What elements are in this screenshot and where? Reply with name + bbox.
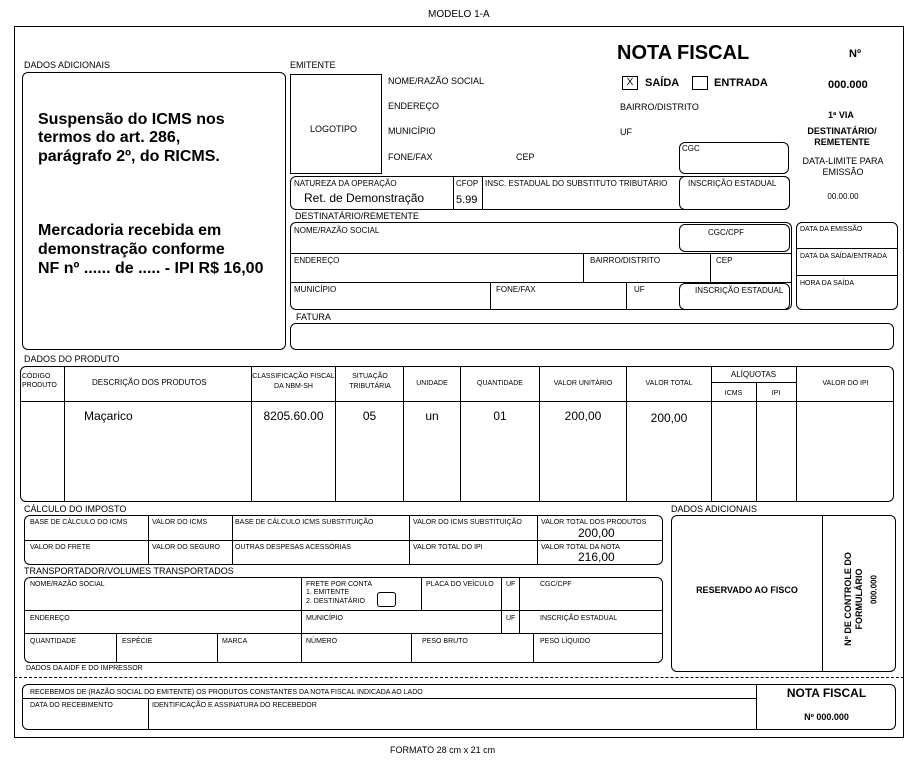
data-limite-label: DATA-LIMITE PARA EMISSÃO <box>802 156 884 177</box>
additional-line-4: Mercadoria recebida em <box>38 222 222 239</box>
additional-line-2: termos do art. 286, <box>38 129 181 146</box>
valor-icms-label: VALOR DO ICMS <box>152 519 208 526</box>
dest-cgc-label: CGC/CPF <box>708 228 744 237</box>
cgc-label: CGC <box>682 144 700 153</box>
col-unidade: UNIDADE <box>416 380 448 387</box>
numero-label: Nº <box>849 48 861 60</box>
row-situacao: 05 <box>362 409 377 423</box>
entrada-checkbox[interactable] <box>692 76 708 90</box>
total-nota-value: 216,00 <box>578 550 615 564</box>
col-ipi: IPI <box>771 390 781 397</box>
insc-subst-label: INSC. ESTADUAL DO SUBSTITUTO TRIBUTÁRIO <box>485 179 668 188</box>
natureza-label: NATUREZA DA OPERAÇÃO <box>294 179 397 188</box>
saida-checkbox[interactable]: X <box>622 76 638 90</box>
canhoto-numero: Nº 000.000 <box>804 712 849 722</box>
emit-endereco-label: ENDEREÇO <box>388 101 440 111</box>
dest-bairro-label: BAIRRO/DISTRITO <box>590 256 661 265</box>
insc-estadual-label: INSCRIÇÃO ESTADUAL <box>688 179 777 188</box>
row-valor-unitario: 200,00 <box>564 409 602 423</box>
frete-checkbox[interactable] <box>377 592 396 607</box>
produto-title: DADOS DO PRODUTO <box>24 354 120 364</box>
emit-municipio-label: MUNICÍPIO <box>388 126 436 136</box>
additional-line-6: NF nº ...... de ..... - IPI R$ 16,00 <box>38 260 264 277</box>
col-quantidade: QUANTIDADE <box>477 380 523 387</box>
natureza-value: Ret. de Demonstração <box>304 191 425 205</box>
logotipo-label: LOGOTIPO <box>310 124 358 134</box>
total-produtos-label: VALOR TOTAL DOS PRODUTOS <box>541 519 647 526</box>
destinatario-remetente-via: DESTINATÁRIO/ REMETENTE <box>807 126 877 147</box>
emit-bairro-label: BAIRRO/DISTRITO <box>620 102 699 112</box>
identificacao-label: IDENTIFICAÇÃO E ASSINATURA DO RECEBEDOR <box>152 702 317 709</box>
peso-bruto-label: PESO BRUTO <box>422 638 468 645</box>
recebemos-label: RECEBEMOS DE (RAZÃO SOCIAL DO EMITENTE) OS PRODUTOS CONSTANTES DA NOTA FISCAL INDICADA AO LADO <box>30 689 423 696</box>
placa-label: PLACA DO VEÍCULO <box>426 581 494 588</box>
frete-destinatario-option: 2. DESTINATÁRIO <box>306 598 365 605</box>
transp-endereco-label: ENDEREÇO <box>30 615 70 622</box>
controle-label: Nº DE CONTROLE DO FORMULÁRIO <box>843 552 864 646</box>
transp-insc-label: INSCRIÇÃO ESTADUAL <box>540 615 618 622</box>
col-aliquotas: ALÍQUOTAS <box>730 370 777 379</box>
data-emissao-label: DATA DA EMISSÃO <box>800 226 863 233</box>
transp-cgc-label: CGC/CPF <box>540 581 572 588</box>
dest-municipio-label: MUNICÍPIO <box>294 285 337 294</box>
data-recebimento-label: DATA DO RECEBIMENTO <box>30 702 113 709</box>
valor-subst-label: VALOR DO ICMS SUBSTITUIÇÃO <box>413 519 522 526</box>
row-valor-total: 200,00 <box>650 411 688 425</box>
datas-box <box>796 222 898 310</box>
row-unidade: un <box>425 409 439 423</box>
base-icms-label: BASE DE CÁLCULO DO ICMS <box>30 519 128 526</box>
primeira-via: 1ª VIA <box>828 110 854 120</box>
destinatario-title: DESTINATÁRIO/REMETENTE <box>295 211 419 221</box>
col-descricao: DESCRIÇÃO DOS PRODUTOS <box>92 378 207 387</box>
transp-nome-label: NOME/RAZÃO SOCIAL <box>30 581 105 588</box>
frete-conta-label: FRETE POR CONTA <box>306 581 372 588</box>
canhoto-nota-fiscal: NOTA FISCAL <box>786 686 867 700</box>
dados-adicionais-2-title: DADOS ADICIONAIS <box>671 504 758 514</box>
emitente-label: EMITENTE <box>290 60 336 70</box>
numero-value: 000.000 <box>828 79 868 91</box>
saida-label: SAÍDA <box>645 77 680 89</box>
dest-endereco-label: ENDEREÇO <box>294 256 340 265</box>
seguro-label: VALOR DO SEGURO <box>152 544 220 551</box>
dados-adicionais-label: DADOS ADICIONAIS <box>24 60 111 70</box>
dest-nome-label: NOME/RAZÃO SOCIAL <box>294 226 380 235</box>
col-valor-total: VALOR TOTAL <box>645 380 693 387</box>
col-icms: ICMS <box>724 390 743 397</box>
emit-cep-label: CEP <box>516 152 535 162</box>
aidf-label: DADOS DA AIDF E DO IMPRESSOR <box>26 665 143 672</box>
frete-emitente-option: 1. EMITENTE <box>306 589 350 596</box>
data-limite-value: 00.00.00 <box>827 192 859 201</box>
base-subst-label: BASE DE CÁLCULO ICMS SUBSTITUIÇÃO <box>235 519 374 526</box>
cfop-label: CFOP <box>456 179 479 188</box>
transp-municipio-label: MUNICÍPIO <box>306 615 343 622</box>
fatura-title: FATURA <box>296 312 331 322</box>
model-label: MODELO 1-A <box>428 9 490 20</box>
transp-uf2-label: UF <box>506 615 516 622</box>
fatura-box <box>290 323 894 350</box>
col-situacao: SITUAÇÃO TRIBUTÁRIA <box>349 373 391 390</box>
outras-label: OUTRAS DESPESAS ACESSÓRIAS <box>235 544 351 551</box>
additional-line-5: demonstração conforme <box>38 241 225 258</box>
emit-fone-label: FONE/FAX <box>388 152 433 162</box>
entrada-label: ENTRADA <box>714 77 768 89</box>
dest-cep-label: CEP <box>716 256 733 265</box>
hora-saida-label: HORA DA SAÍDA <box>800 280 855 287</box>
transp-uf-label: UF <box>506 581 516 588</box>
additional-line-3: parágrafo 2º, do RICMS. <box>38 148 220 165</box>
numero-label-transp: NÚMERO <box>306 638 338 645</box>
peso-liquido-label: PESO LÍQUIDO <box>540 638 591 645</box>
transportador-title: TRANSPORTADOR/VOLUMES TRANSPORTADOS <box>24 566 234 576</box>
frete-label: VALOR DO FRETE <box>30 544 91 551</box>
total-nota-label: VALOR TOTAL DA NOTA <box>541 544 620 551</box>
cut-line <box>14 677 904 678</box>
nota-fiscal-title: NOTA FISCAL <box>617 42 750 64</box>
quantidade-label: QUANTIDADE <box>30 638 76 645</box>
formato-label: FORMATO 28 cm x 21 cm <box>390 745 496 755</box>
dest-insc-label: INSCRIÇÃO ESTADUAL <box>695 286 784 295</box>
row-classificacao: 8205.60.00 <box>263 409 324 423</box>
col-codigo: CÓDIGO PRODUTO <box>22 373 57 389</box>
reservado-label: RESERVADO AO FISCO <box>696 585 798 595</box>
additional-line-1: Suspensão do ICMS nos <box>38 111 225 128</box>
col-valor-ipi: VALOR DO IPI <box>822 380 869 387</box>
marca-label: MARCA <box>222 638 248 645</box>
row-descricao: Maçarico <box>84 409 133 423</box>
controle-value: 000.000 <box>869 575 879 604</box>
col-classificacao: CLASSIFICAÇÃO FISCAL DA NBM-SH <box>252 373 335 390</box>
dest-fone-label: FONE/FAX <box>496 285 536 294</box>
especie-label: ESPÉCIE <box>122 638 153 645</box>
emit-uf-label: UF <box>620 127 632 137</box>
row-quantidade: 01 <box>493 409 507 423</box>
emit-nome-label: NOME/RAZÃO SOCIAL <box>388 76 485 86</box>
imposto-title: CÁLCULO DO IMPOSTO <box>24 504 127 514</box>
dest-uf-label: UF <box>634 285 645 294</box>
data-saida-label: DATA DA SAÍDA/ENTRADA <box>800 253 887 260</box>
cfop-value: 5.99 <box>456 194 478 206</box>
total-produtos-value: 200,00 <box>578 526 615 540</box>
total-ipi-label: VALOR TOTAL DO IPI <box>413 544 483 551</box>
col-valor-unitario: VALOR UNITÁRIO <box>553 380 613 387</box>
